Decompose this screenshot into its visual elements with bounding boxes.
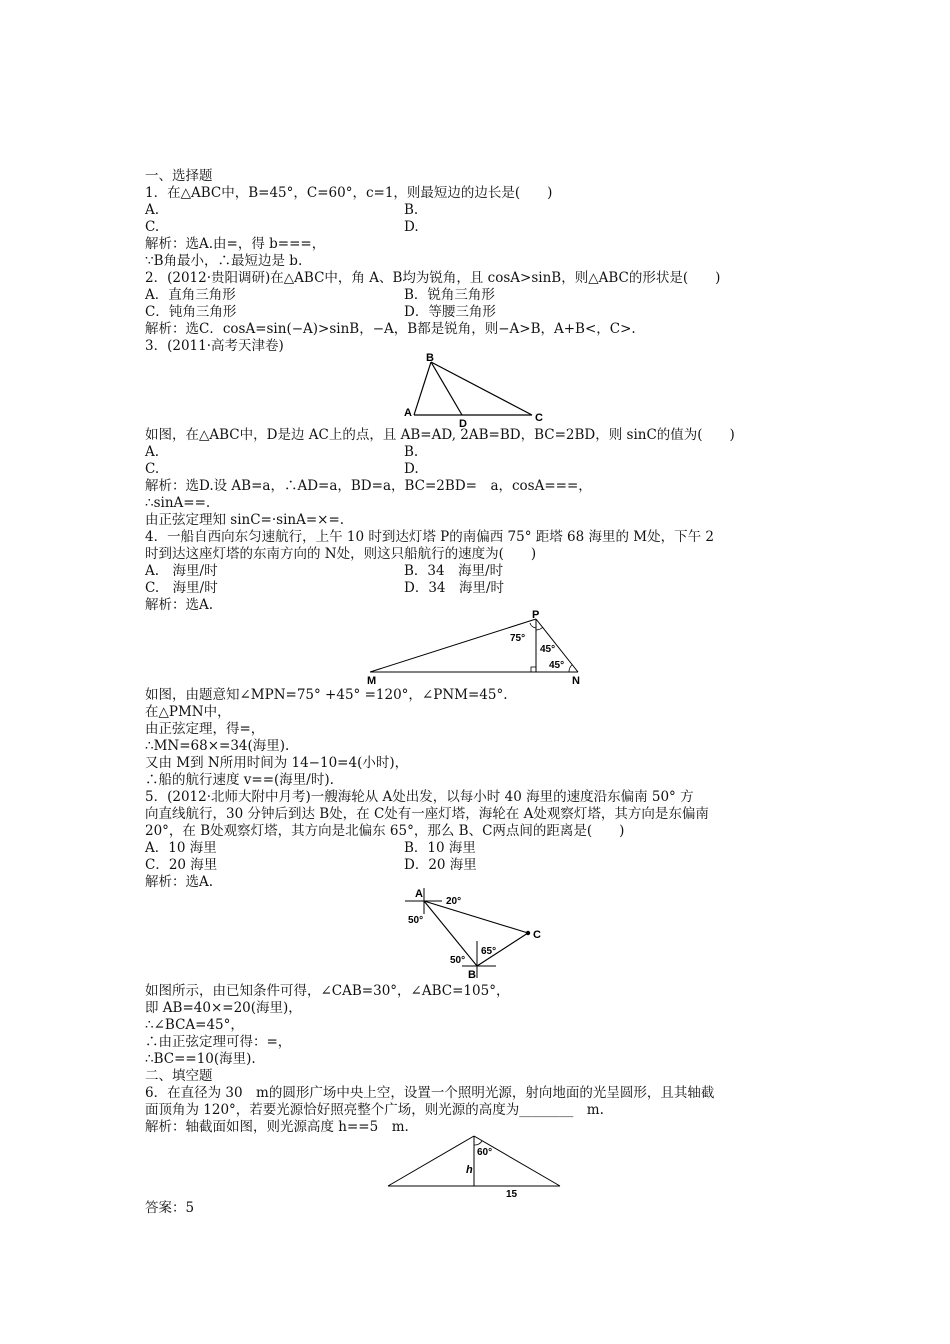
q5-label-a: A (415, 888, 423, 900)
q5-explanation-line-2: 即 AB=40×=20(海里)， (145, 1000, 302, 1016)
q4-explanation-line-6: ∴船的航行速度 v==(海里/时). (145, 772, 334, 788)
q1-solution-line-2: ∵B角最小，∴最短边是 b. (145, 253, 303, 269)
q2-option-d: D．等腰三角形 (404, 304, 496, 320)
q5-option-b: B．10 海里 (404, 840, 476, 856)
q2-stem: 2．(2012·贵阳调研)在△ABC中，角 A、B均为锐角，且 cosA>sinB，则△ABC的形状是( ) (145, 270, 721, 286)
q5-label-20: 20° (446, 896, 462, 907)
q3-option-c: C. (145, 461, 160, 477)
q5-option-a: A．10 海里 (145, 840, 217, 856)
q5-segment-ac (424, 901, 528, 933)
q1-option-b: B. (404, 202, 419, 218)
q3-triangle-figure (400, 350, 550, 430)
q4-stem-line-2: 时到达这座灯塔的东南方向的 N处，则这只船航行的速度为( ) (145, 546, 537, 562)
q4-label-n: N (572, 675, 580, 687)
q5-option-d: D．20 海里 (404, 857, 477, 873)
q6-cross-section-figure (380, 1133, 570, 1203)
q3-option-a: A. (145, 444, 160, 460)
q4-angle-arc-75 (530, 623, 536, 628)
q3-stem: 3．(2011·高考天津卷) (145, 338, 284, 354)
section-heading-fill: 二、填空题 (145, 1068, 213, 1084)
q3-solution-line-3: 由正弦定理知 sinC=·sinA=×=. (145, 512, 345, 528)
q4-right-angle-mark (531, 667, 536, 672)
q4-option-d: D．34 海里/时 (404, 580, 505, 596)
q4-option-b: B．34 海里/时 (404, 563, 504, 579)
q6-side-left (388, 1136, 474, 1186)
q4-label-75: 75° (510, 633, 526, 644)
q6-side-right (474, 1136, 560, 1186)
q4-angle-arc-45-bottom (569, 665, 572, 672)
q3-solution-line-2: ∴sinA==. (145, 495, 211, 511)
q3-label-b: B (426, 352, 434, 364)
q5-label-65: 65° (481, 946, 497, 957)
q1-stem: 1．在△ABC中，B=45°，C=60°，c=1，则最短边的边长是( ) (145, 185, 553, 201)
q1-solution-line-1: 解析：选A.由=，得 b===， (145, 236, 326, 252)
q5-explanation-line-3: ∴∠BCA=45°， (145, 1017, 244, 1033)
q4-explanation-line-2: 在△PMN中， (145, 704, 231, 720)
q6-angle-arc (474, 1141, 482, 1145)
q6-answer: 答案：5 (145, 1200, 195, 1216)
q3-option-d: D. (404, 461, 419, 477)
q2-option-c: C．钝角三角形 (145, 304, 237, 320)
q4-label-45-top: 45° (540, 644, 556, 655)
q6-solution: 解析：轴截面如图，则光源高度 h==5 m. (145, 1119, 409, 1135)
q4-angle-arc-45-top (536, 627, 543, 630)
q6-label-h: h (466, 1164, 473, 1176)
q4-triangle-figure (360, 608, 590, 688)
q5-option-c: C．20 海里 (145, 857, 218, 873)
q4-explanation-line-1: 如图，由题意知∠MPN=75° +45° =120°，∠PNM=45°. (145, 687, 508, 703)
q5-navigation-figure (400, 886, 550, 980)
q2-solution: 解析：选C．cosA=sin(−A)>sinB，−A，B都是锐角，则−A>B，A+B<，C>. (145, 321, 636, 337)
q4-option-c: C. 海里/时 (145, 580, 218, 596)
section-heading-choice: 一、选择题 (145, 168, 213, 184)
q4-explanation-line-5: 又由 M到 N所用时间为 14−10=4(小时)， (145, 755, 409, 771)
q5-solution: 解析：选A. (145, 874, 214, 890)
q6-label-15: 15 (506, 1189, 518, 1200)
q4-stem-line-1: 4．一船自西向东匀速航行，上午 10 时到达灯塔 P的南偏西 75° 距塔 68 海里的 M处，下午 2 (145, 529, 714, 545)
q5-stem-line-3: 20°，在 B处观察灯塔，其方向是北偏东 65°，那么 B、C两点间的距离是( ) (145, 823, 625, 839)
q5-label-b: B (468, 969, 476, 980)
q5-lighthouse-c (526, 931, 530, 935)
q4-side-mp (370, 619, 536, 672)
q5-label-c: C (533, 929, 541, 941)
q5-explanation-line-5: ∴BC==10(海里). (145, 1051, 256, 1067)
q5-stem-line-1: 5．(2012·北师大附中月考)一艘海轮从 A处出发，以每小时 40 海里的速度沿东偏南 50° 方 (145, 789, 694, 805)
q6-stem-line-2: 面顶角为 120°，若要光源恰好照亮整个广场，则光源的高度为________ m. (145, 1102, 604, 1118)
q4-solution: 解析：选A. (145, 597, 214, 613)
q6-label-60: 60° (477, 1147, 493, 1158)
q3-text: 如图，在△ABC中，D是边 AC上的点，且 AB=AD, 2AB=BD，BC=2BD，则 sinC的值为( ) (145, 427, 735, 443)
q5-label-50-bottom: 50° (450, 955, 466, 966)
q1-option-d: D. (404, 219, 419, 235)
q3-label-a: A (404, 407, 412, 419)
q3-side-ba (414, 362, 431, 415)
q1-option-c: C. (145, 219, 160, 235)
q1-option-a: A. (145, 202, 160, 218)
q3-solution-line-1: 解析：选D.设 AB=a，∴AD=a，BD=a，BC=2BD= a，cosA===， (145, 478, 592, 494)
q4-explanation-line-4: ∴MN=68×=34(海里). (145, 738, 290, 754)
q5-label-50-top: 50° (408, 915, 424, 926)
q2-option-b: B．锐角三角形 (404, 287, 495, 303)
q4-explanation-line-3: 由正弦定理，得=， (145, 721, 265, 737)
q4-label-45-bottom: 45° (549, 660, 565, 671)
q5-explanation-line-1: 如图所示，由已知条件可得，∠CAB=30°，∠ABC=105°， (145, 983, 510, 999)
q3-option-b: B. (404, 444, 419, 460)
q4-label-p: P (532, 609, 540, 621)
q5-stem-line-2: 向直线航行，30 分钟后到达 B处，在 C处有一座灯塔，海轮在 A处观察灯塔，其方向是东偏南 (145, 806, 709, 822)
q5-explanation-line-4: ∴由正弦定理可得：=， (145, 1034, 292, 1050)
q3-label-d: D (459, 418, 467, 430)
q4-option-a: A. 海里/时 (145, 563, 218, 579)
q2-option-a: A．直角三角形 (145, 287, 236, 303)
q3-label-c: C (535, 412, 543, 424)
q4-label-m: M (367, 675, 377, 687)
q6-stem-line-1: 6．在直径为 30 m的圆形广场中央上空，设置一个照明光源，射向地面的光呈圆形，且其轴截 (145, 1085, 715, 1101)
